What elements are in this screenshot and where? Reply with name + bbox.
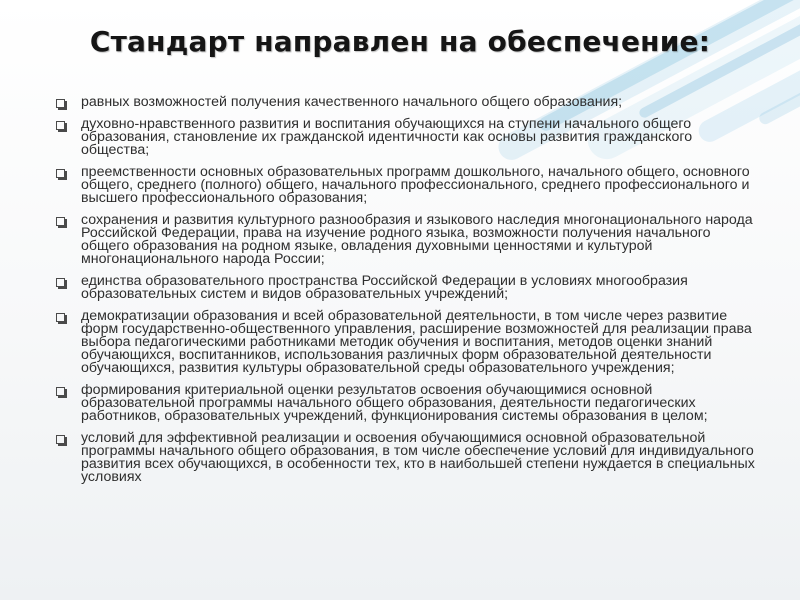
list-item-text: духовно-нравственного развития и воспитания обучающихся на ступени начального общего образования, становление их гражданской идентичности как основы развития гражданского общества;	[81, 116, 693, 158]
slide-title: Стандарт направлен на обеспечение:	[89, 25, 711, 58]
list-item	[56, 214, 756, 266]
bullet-list	[56, 96, 756, 493]
list-item-text: условий для эффективной реализации и освоения обучающимися основной образовательной программы начального общего образования, в том числе обеспечение условий для индивидуального развития всех обучающихся, в особенности тех, кто в наибольшей степени нуждается в специальных условиях	[81, 430, 755, 485]
list-item-text: единства образовательного пространства Российской Федерации в условиях многообразия образовательных систем и видов образовательных учреждений;	[81, 273, 688, 302]
list-item	[56, 275, 756, 301]
list-item-text: демократизации образования и всей образовательной деятельности, в том числе через развитие форм государственно-общественного управления, расширение возможностей для реализации права выбора педагогическими работниками методик обучения и воспитания, методов оценки знаний обучающихся, воспитанников, использования различных форм образовательной деятельности обучающихся, развития культуры образовательной среды образовательного учреждения;	[81, 308, 752, 376]
list-item	[56, 96, 756, 109]
checkbox-bullet-icon	[56, 169, 65, 178]
checkbox-bullet-icon	[56, 99, 65, 108]
checkbox-bullet-icon	[56, 313, 65, 322]
list-item	[56, 432, 756, 484]
list-item-text: преемственности основных образовательных программ дошкольного, начального общего, основного общего, среднего (полного) общего, начального профессионального, среднего профессионального и высшего профессионального образования;	[81, 164, 750, 206]
checkbox-bullet-icon	[56, 217, 65, 226]
checkbox-bullet-icon	[56, 121, 65, 130]
checkbox-bullet-icon	[56, 435, 65, 444]
list-item	[56, 384, 756, 423]
list-item-text: равных возможностей получения качественного начального общего образования;	[81, 94, 623, 110]
list-item-text: сохранения и развития культурного разнообразия и языкового наследия многонационального народа Российской Федерации, права на изучение родного языка, возможности получения начального общего образования на родном языке, овладения духовными ценностями и культурой многонационального народа России;	[81, 212, 753, 267]
list-item-text: формирования критериальной оценки результатов освоения обучающимися основной образовательной программы начального общего образования, деятельности педагогических работников, образовательных учреждений, функционирования системы образования в целом;	[81, 382, 708, 424]
checkbox-bullet-icon	[56, 387, 65, 396]
list-item	[56, 310, 756, 375]
checkbox-bullet-icon	[56, 278, 65, 287]
list-item	[56, 118, 756, 157]
list-item	[56, 166, 756, 205]
